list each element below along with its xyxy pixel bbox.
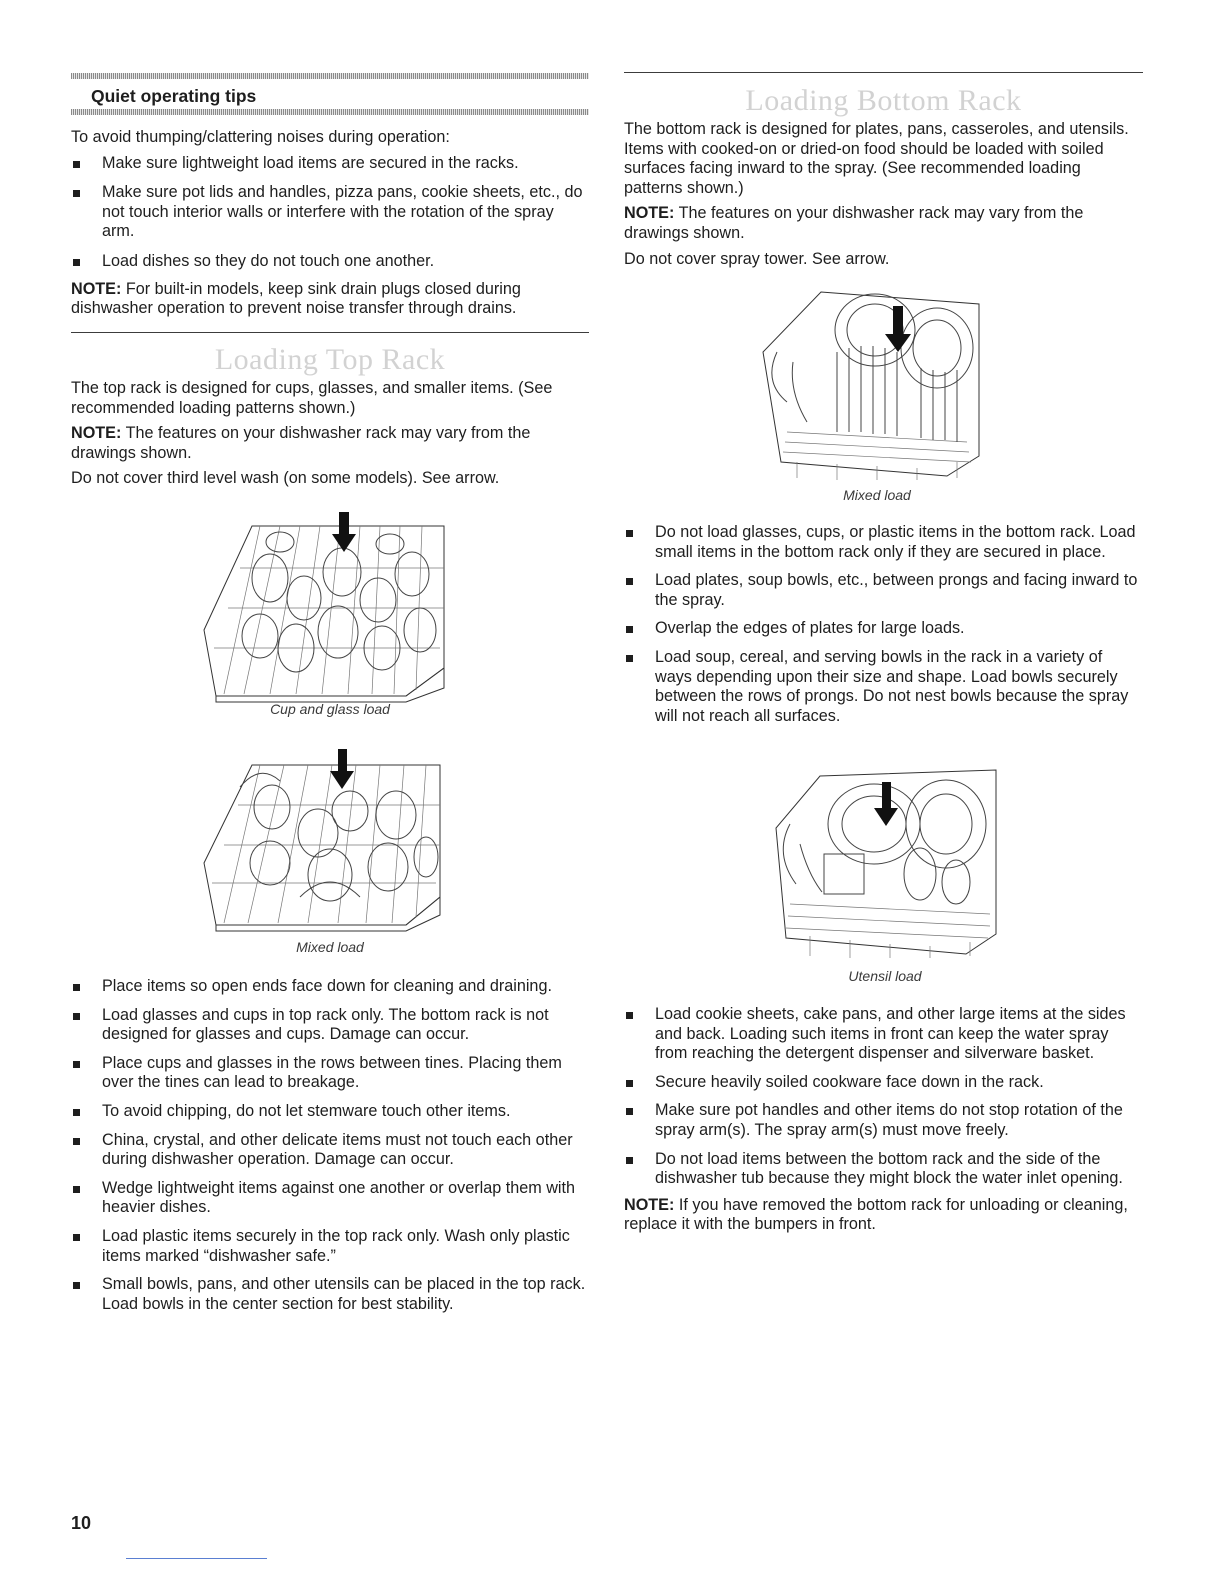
top-rack-intro: The top rack is designed for cups, glasses, and smaller items. (See recommended loading patterns shown.) bbox=[71, 379, 553, 417]
bullet-icon bbox=[73, 984, 80, 991]
caption-utensil-load: Utensil load bbox=[848, 968, 922, 984]
hatch-rule-top bbox=[71, 73, 589, 79]
top-mixed-load-illustration bbox=[200, 747, 460, 933]
bullet-icon bbox=[626, 626, 633, 633]
list-item: Load plastic items securely in the top rack only. Wash only plastic items marked “dishwasher safe.” bbox=[71, 1227, 589, 1266]
cup-glass-load-illustration bbox=[200, 508, 460, 704]
bottom-rack-intro: The bottom rack is designed for plates, pans, casseroles, and utensils. Items with cooked-on or dried-on food should be loaded with soiled surfaces facing inward to the spray. (See recommended loading patterns shown.) bbox=[624, 120, 1129, 197]
page-number: 10 bbox=[71, 1513, 92, 1533]
section-divider-right bbox=[624, 72, 1143, 73]
top-rack-cover-instruction: Do not cover third level wash (on some models). See arrow. bbox=[71, 469, 500, 488]
bullet-icon bbox=[73, 161, 80, 168]
list-item: Load soup, cereal, and serving bowls in the rack in a variety of ways depending upon their size and shape. Load bowls securely between the rows of prongs. Do not nest bowls because the spray will not reach all surfaces. bbox=[624, 648, 1143, 726]
list-item: Load cookie sheets, cake pans, and other large items at the sides and back. Loading such items in front can keep the water spray from reaching the detergent dispenser and silverware basket. bbox=[624, 1005, 1143, 1064]
list-item: To avoid chipping, do not let stemware touch other items. bbox=[71, 1102, 589, 1122]
bottom-rack-bullets-1 bbox=[624, 523, 1143, 726]
list-item: Make sure pot lids and handles, pizza pans, cookie sheets, etc., do not touch interior walls or interfere with the rotation of the spray arm. bbox=[71, 183, 589, 242]
hatch-rule-bottom bbox=[71, 109, 589, 115]
bullet-icon bbox=[73, 259, 80, 266]
list-item: Load dishes so they do not touch one another. bbox=[71, 252, 589, 272]
bullet-icon bbox=[626, 1080, 633, 1087]
bottom-rack-bullet-list-1 bbox=[624, 523, 1143, 726]
utensil-load-illustration bbox=[770, 764, 1000, 960]
bullet-icon bbox=[626, 1108, 633, 1115]
caption-bottom-mixed-load: Mixed load bbox=[843, 487, 911, 503]
bullet-icon bbox=[626, 530, 633, 537]
list-item: Secure heavily soiled cookware face down in the rack. bbox=[624, 1073, 1143, 1093]
list-item: Make sure pot handles and other items do not stop rotation of the spray arm(s). The spray arm(s) must move freely. bbox=[624, 1101, 1143, 1140]
list-item: Do not load items between the bottom rack and the side of the dishwasher tub because they might block the water inlet opening. bbox=[624, 1150, 1143, 1189]
arrow-down-icon bbox=[885, 306, 911, 352]
arrow-down-icon bbox=[874, 782, 898, 826]
section-divider-left bbox=[71, 332, 589, 333]
caption-cup-glass-load: Cup and glass load bbox=[270, 701, 390, 717]
bottom-rack-intro-section bbox=[624, 120, 1143, 269]
bottom-rack-cover-instruction: Do not cover spray tower. See arrow. bbox=[624, 249, 890, 268]
bottom-rack-title: Loading Bottom Rack bbox=[745, 84, 1022, 117]
bullet-icon bbox=[73, 1282, 80, 1289]
arrow-down-icon bbox=[332, 512, 356, 552]
top-rack-bullet-list bbox=[71, 977, 589, 1314]
list-item: Place items so open ends face down for cleaning and draining. bbox=[71, 977, 589, 997]
list-item: Wedge lightweight items against one another or overlap them with heavier dishes. bbox=[71, 1179, 589, 1218]
footer-link-underline bbox=[126, 1558, 267, 1559]
caption-top-mixed-load: Mixed load bbox=[296, 939, 364, 955]
bullet-icon bbox=[626, 578, 633, 585]
bullet-icon bbox=[626, 1157, 633, 1164]
list-item: Load glasses and cups in top rack only. The bottom rack is not designed for glasses and cups. Damage can occur. bbox=[71, 1006, 589, 1045]
quiet-bullet-list bbox=[71, 154, 589, 272]
bullet-icon bbox=[73, 1013, 80, 1020]
list-item: China, crystal, and other delicate items must not touch each other during dishwasher operation. Damage can occur. bbox=[71, 1131, 589, 1170]
bottom-rack-note: NOTE: The features on your dishwasher rack may vary from the drawings shown. bbox=[624, 204, 1084, 242]
bullet-icon bbox=[73, 1186, 80, 1193]
quiet-tips-section bbox=[71, 128, 589, 319]
bottom-rack-note-2: NOTE: If you have removed the bottom rack for unloading or cleaning, replace it with the bumpers in front. bbox=[624, 1195, 1128, 1234]
bottom-rack-bullets-2 bbox=[624, 1005, 1143, 1235]
bottom-mixed-load-illustration bbox=[757, 282, 997, 482]
bullet-icon bbox=[73, 1061, 80, 1068]
list-item: Make sure lightweight load items are secured in the racks. bbox=[71, 154, 589, 174]
top-rack-intro-section bbox=[71, 379, 589, 489]
bullet-icon bbox=[73, 1138, 80, 1145]
bullet-icon bbox=[73, 1234, 80, 1241]
quiet-note: NOTE: For built-in models, keep sink drain plugs closed during dishwasher operation to prevent noise transfer through drains. bbox=[71, 279, 521, 318]
top-rack-note: NOTE: The features on your dishwasher rack may vary from the drawings shown. bbox=[71, 424, 531, 462]
list-item: Place cups and glasses in the rows between tines. Placing them over the tines can lead to breakage. bbox=[71, 1054, 589, 1093]
bullet-icon bbox=[626, 655, 633, 662]
quiet-tips-heading: Quiet operating tips bbox=[91, 86, 257, 106]
arrow-down-icon bbox=[330, 749, 354, 789]
bullet-icon bbox=[73, 1109, 80, 1116]
list-item: Load plates, soup bowls, etc., between prongs and facing inward to the spray. bbox=[624, 571, 1143, 610]
bullet-icon bbox=[626, 1012, 633, 1019]
bottom-rack-bullet-list-2 bbox=[624, 1005, 1143, 1189]
top-rack-bullets bbox=[71, 977, 589, 1314]
list-item: Do not load glasses, cups, or plastic items in the bottom rack. Load small items in the bottom rack only if they are secured in place. bbox=[624, 523, 1143, 562]
list-item: Small bowls, pans, and other utensils can be placed in the top rack. Load bowls in the center section for best stability. bbox=[71, 1275, 589, 1314]
quiet-intro: To avoid thumping/clattering noises during operation: bbox=[71, 128, 450, 146]
list-item: Overlap the edges of plates for large loads. bbox=[624, 619, 1143, 639]
top-rack-title: Loading Top Rack bbox=[214, 343, 446, 376]
bullet-icon bbox=[73, 190, 80, 197]
